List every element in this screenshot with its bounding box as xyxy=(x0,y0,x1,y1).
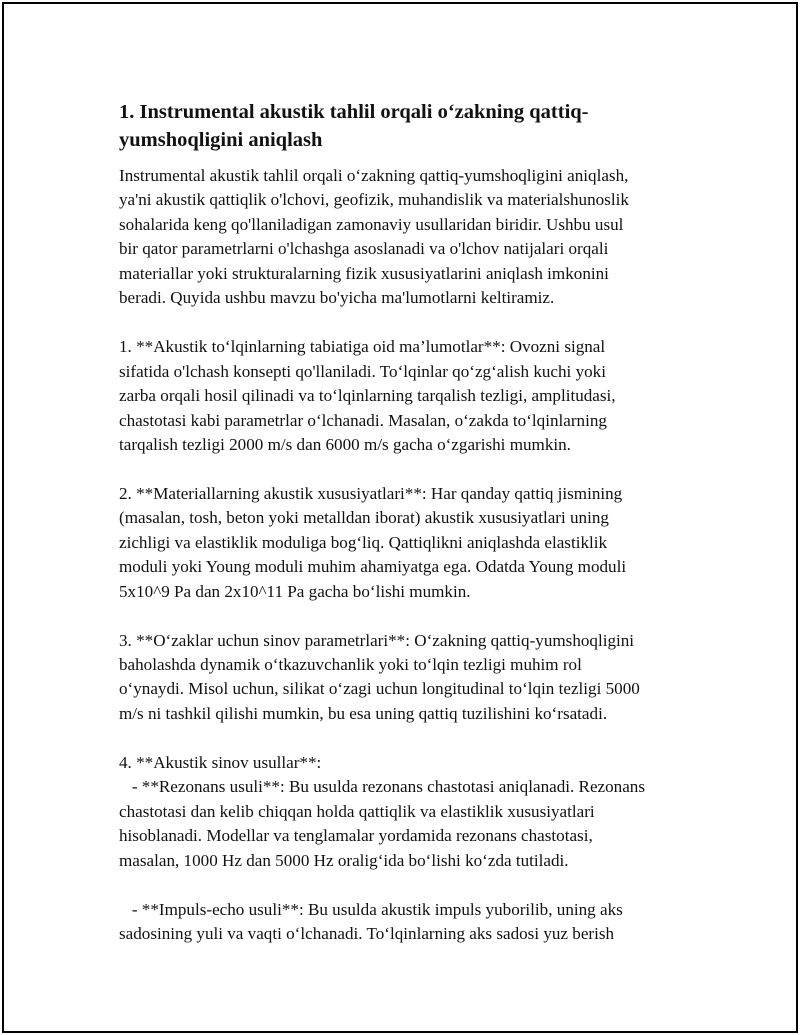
text-line: m/s ni tashkil qilishi mumkin, bu esa uning qattiq tuzilishini ko‘rsatadi. xyxy=(119,703,608,723)
text-line: ya'ni akustik qattiqlik o'lchovi, geofizik, muhandislik va materialshunoslik xyxy=(119,190,629,210)
paragraph-spacer xyxy=(119,873,699,897)
paragraph-impulse-echo xyxy=(119,898,699,947)
text-line: 2. **Materiallarning akustik xususiyatlari**: Har qanday qattiq jismining xyxy=(119,483,623,503)
text-line: baholashda dynamik o‘tkazuvchanlik yoki to‘lqin tezligi muhim rol xyxy=(119,655,582,675)
paragraph-test-parameters xyxy=(119,629,699,727)
paragraph-acoustic-waves xyxy=(119,335,699,457)
text-line: Instrumental akustik tahlil orqali o‘zakning qattiq-yumshoqligini aniqlash, xyxy=(119,166,629,185)
text-line: sadosining yuli va vaqti o‘lchanadi. To‘lqinlarning aks sadosi yuz berish xyxy=(119,923,615,943)
section-heading xyxy=(119,98,699,154)
text-line: 1. **Akustik to‘lqinlarning tabiatiga oid ma’lumotlar**: Ovozni signal xyxy=(119,337,606,357)
paragraph-material-properties xyxy=(119,482,699,604)
text-line: (masalan, tosh, beton yoki metalldan iborat) akustik xususiyatlari uning xyxy=(119,508,609,528)
text-line: - **Rezonans usuli**: Bu usulda rezonans chastotasi aniqlanadi. Rezonans xyxy=(119,777,645,797)
text-line: o‘ynaydi. Misol uchun, silikat o‘zagi uchun longitudinal to‘lqin tezligi 5000 xyxy=(119,679,640,699)
text-line: masalan, 1000 Hz dan 5000 Hz oralig‘ida bo‘lishi ko‘zda tutiladi. xyxy=(119,850,569,870)
paragraph-spacer xyxy=(119,457,699,481)
text-line: zarba orqali hosil qilinadi va to‘lqinlarning tarqalish tezligi, amplitudasi, xyxy=(119,386,616,406)
paragraph-spacer xyxy=(119,311,699,335)
page-frame xyxy=(2,2,798,1033)
text-line: tarqalish tezligi 2000 m/s dan 6000 m/s gacha o‘zgarishi mumkin. xyxy=(119,434,571,454)
paragraph-spacer xyxy=(119,604,699,628)
text-line: zichligi va elastiklik moduliga bog‘liq. Qattiqlikni aniqlashda elastiklik xyxy=(119,532,608,552)
text-line: materiallar yoki strukturalarning fizik xususiyatlarini aniqlash imkonini xyxy=(119,263,609,283)
text-line: 3. **O‘zaklar uchun sinov parametrlari**: O‘zakning qattiq-yumshoqligini xyxy=(119,630,635,650)
paragraph-test-methods xyxy=(119,751,699,873)
text-line: chastotasi kabi parametrlar o‘lchanadi. Masalan, o‘zakda to‘lqinlarning xyxy=(119,410,607,430)
text-line: - **Impuls-echo usuli**: Bu usulda akustik impuls yuborilib, uning aks xyxy=(119,899,623,919)
text-line: hisoblanadi. Modellar va tenglamalar yordamida rezonans chastotasi, xyxy=(119,826,593,846)
document-body xyxy=(119,98,699,946)
text-line: bir qator parametrlarni o'lchashga asoslanadi va o'lchov natijalari orqali xyxy=(119,239,609,259)
text-line: chastotasi dan kelib chiqqan holda qattiqlik va elastiklik xususiyatlari xyxy=(119,801,595,821)
heading-line: yumshoqligini aniqlash xyxy=(119,129,323,151)
text-line: 4. **Akustik sinov usullar**: xyxy=(119,752,322,772)
text-line: sohalarida keng qo'llaniladigan zamonaviy usullaridan biridir. Ushbu usul xyxy=(119,214,624,234)
paragraph-spacer xyxy=(119,726,699,750)
intro-paragraph xyxy=(119,164,699,311)
text-line: 5x10^9 Pa dan 2x10^11 Pa gacha bo‘lishi mumkin. xyxy=(119,581,471,601)
text-line: sifatida o'lchash konsepti qo'llaniladi. To‘lqinlar qo‘zg‘alish kuchi yoki xyxy=(119,361,606,381)
text-line: moduli yoki Young moduli muhim ahamiyatga ega. Odatda Young moduli xyxy=(119,557,627,577)
text-line: beradi. Quyida ushbu mavzu bo'yicha ma'lumotlarni keltiramiz. xyxy=(119,288,555,308)
heading-line: 1. Instrumental akustik tahlil orqali o‘zakning qattiq- xyxy=(119,101,589,123)
